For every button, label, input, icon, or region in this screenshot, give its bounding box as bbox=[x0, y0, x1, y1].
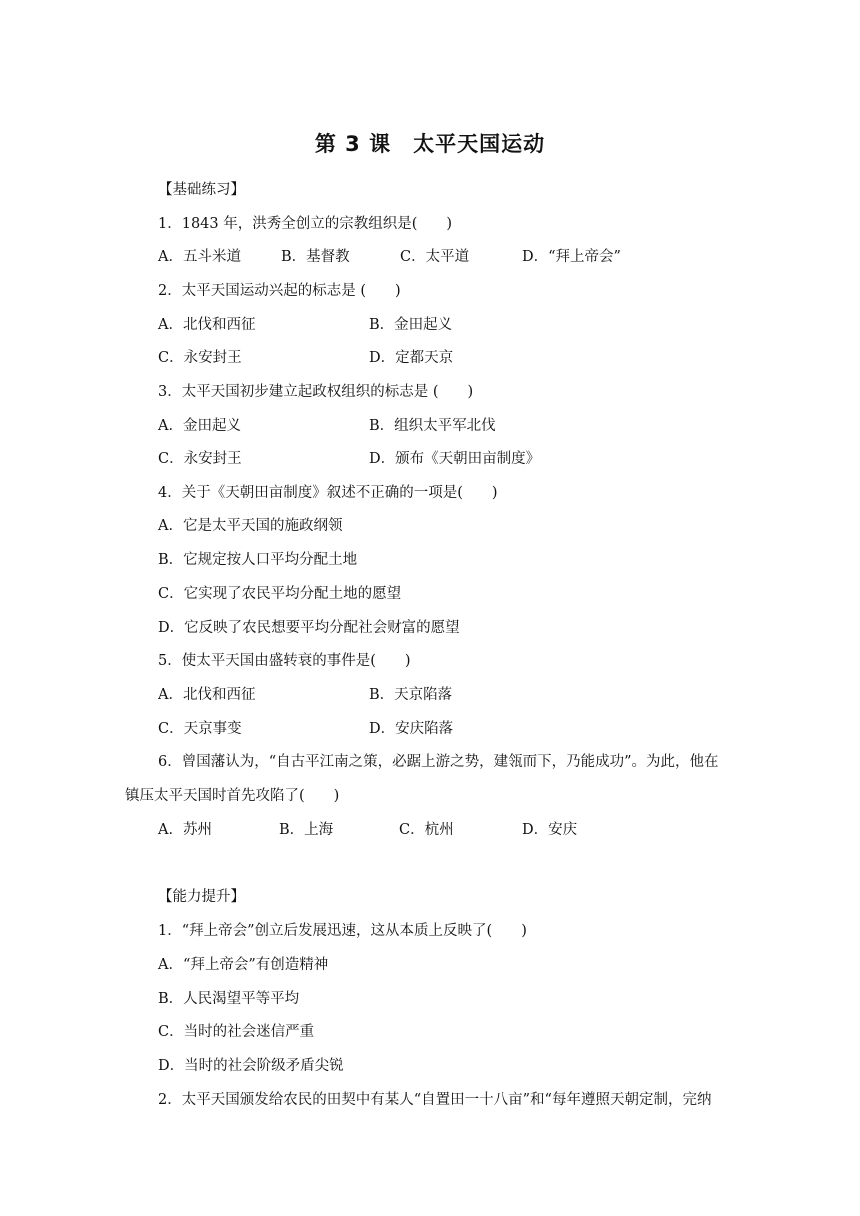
option-d: D．“拜上帝会” bbox=[522, 249, 621, 265]
option-a: A．苏州 bbox=[158, 822, 212, 838]
option-d: D．安庆陷落 bbox=[369, 721, 454, 737]
option-a: A．五斗米道 bbox=[158, 249, 241, 265]
question-stem: 1．1843 年，洪秀全创立的宗教组织是( ) bbox=[158, 216, 453, 232]
option-b: B．人民渴望平等平均 bbox=[158, 991, 300, 1007]
option-a: A．北伐和西征 bbox=[158, 317, 256, 333]
option-a: A．“拜上帝会”有创造精神 bbox=[158, 957, 329, 973]
question-stem: 2．太平天国运动兴起的标志是 ( ) bbox=[158, 283, 401, 299]
question-stem: 4．关于《天朝田亩制度》叙述不正确的一项是( ) bbox=[158, 485, 498, 501]
option-c: C．永安封王 bbox=[158, 350, 242, 366]
option-b: B．金田起义 bbox=[369, 317, 453, 333]
option-d: D．定都天京 bbox=[369, 350, 454, 366]
option-b: B．上海 bbox=[279, 822, 334, 838]
option-c: C．当时的社会迷信严重 bbox=[158, 1024, 315, 1040]
option-b: B．基督教 bbox=[281, 249, 350, 265]
question-stem: 3．太平天国初步建立起政权组织的标志是 ( ) bbox=[158, 384, 474, 400]
option-b: B．天京陷落 bbox=[369, 687, 453, 703]
question-stem: 5．使太平天国由盛转衰的事件是( ) bbox=[158, 653, 411, 669]
option-d: D．安庆 bbox=[522, 822, 578, 838]
option-a: A．金田起义 bbox=[158, 418, 241, 434]
option-b: B．它规定按人口平均分配土地 bbox=[158, 552, 358, 568]
option-d: D．它反映了农民想要平均分配社会财富的愿望 bbox=[158, 620, 460, 636]
question-stem: 6．曾国藩认为，“自古平江南之策，必踞上游之势，建瓴而下，乃能成功”。为此，他在 bbox=[158, 754, 719, 770]
option-c: C．天京事变 bbox=[158, 721, 242, 737]
option-c: C．太平道 bbox=[400, 249, 470, 265]
option-d: D．颁布《天朝田亩制度》 bbox=[369, 451, 541, 467]
option-a: A．它是太平天国的施政纲领 bbox=[158, 518, 343, 534]
page-title: 第 3 课 太平天国运动 bbox=[314, 132, 546, 156]
question-stem-continued: 镇压太平天国时首先攻陷了( ) bbox=[125, 788, 340, 804]
question-stem: 2．太平天国颁发给农民的田契中有某人“自置田一十八亩”和“每年遵照天朝定制，完纳 bbox=[158, 1092, 712, 1108]
option-c: C．杭州 bbox=[399, 822, 454, 838]
section-heading-advanced: 【能力提升】 bbox=[158, 889, 245, 905]
section-heading-basic: 【基础练习】 bbox=[158, 182, 245, 198]
option-c: C．永安封王 bbox=[158, 451, 242, 467]
option-a: A．北伐和西征 bbox=[158, 687, 256, 703]
option-d: D．当时的社会阶级矛盾尖锐 bbox=[158, 1058, 344, 1074]
option-b: B．组织太平军北伐 bbox=[369, 418, 496, 434]
question-stem: 1．“拜上帝会”创立后发展迅速，这从本质上反映了( ) bbox=[158, 923, 527, 939]
option-c: C．它实现了农民平均分配土地的愿望 bbox=[158, 586, 402, 602]
